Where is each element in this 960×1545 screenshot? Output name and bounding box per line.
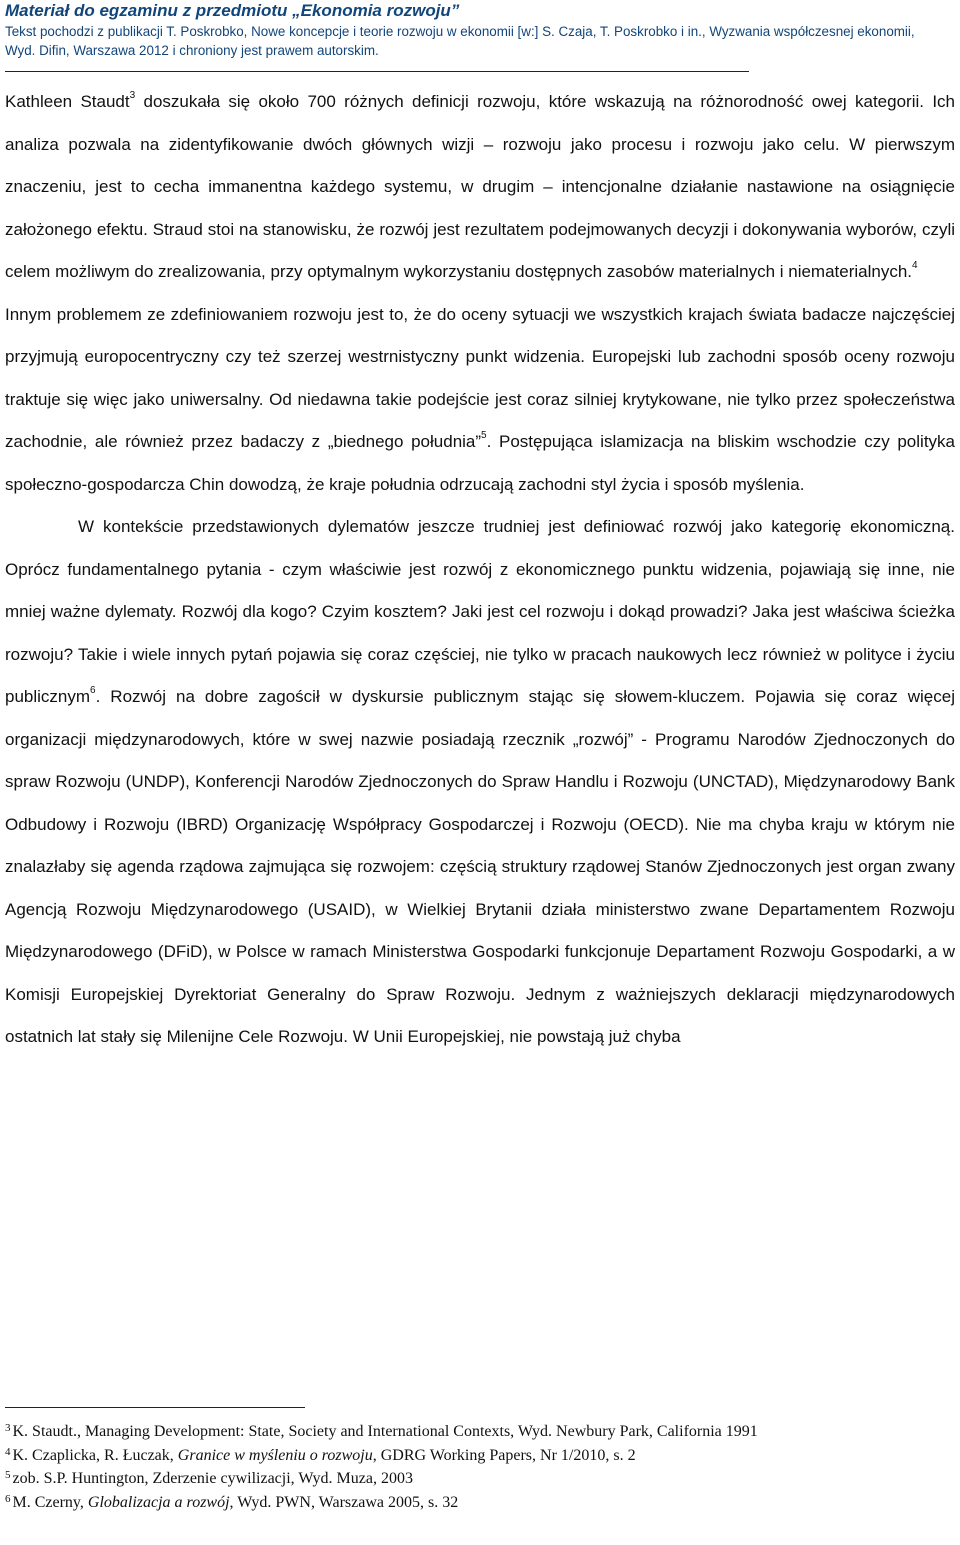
paragraph-1-text: doszukała się około 700 różnych definicji rozwoju, które wskazują na różnorodność owej kategorii. Ich analiza pozwala na zidentyfikowanie dwóch głównych wizji – rozwoju jako procesu i rozwoju jako celu. W pierwszym znaczeniu, jest to cecha immanentna każdego systemu, w drugim – intencjonalne działanie nastawione na osiągnięcie założonego efektu. Straud stoi na stanowisku, że rozwój jest rezultatem podejmowanych decyzji i dokonywania wyborów, czyli celem możliwym do zrealizowania, przy optymalnym wykorzystaniu dostępnych zasobów materialnych i niematerialnych. [5,92,955,281]
footnotes [5,1421,955,1515]
footnote-text-end: , GDRG Working Papers, Nr 1/2010, s. 2 [372,1446,636,1464]
footnote-3 [5,1421,955,1445]
footnote-text-end: , Wyd. PWN, Warszawa 2005, s. 32 [229,1493,459,1511]
footnote-ref-5[interactable]: 5 [481,430,487,442]
footnote-book-title: Globalizacja a rozwój [87,1493,230,1511]
footnote-separator [5,1407,305,1408]
footnote-text: K. Czaplicka, R. Łuczak, [12,1446,178,1464]
paragraph-2-text: Innym problemem ze zdefiniowaniem rozwoju jest to, że do oceny sytuacji we wszystkich krajach świata badacze najczęściej przyjmują europocentryczny czy też szerzej westrnistyczny punkt widzenia. Europejski lub zachodni sposób oceny rozwoju traktuje się więc jako uniwersalny. Od niedawna takie podejście jest coraz silniej krytykowane, nie tylko przez społeczeństwa zachodnie, ale również przez badaczy z „biednego południa” [5,304,955,451]
paragraph-1-start: Kathleen Staudt [5,92,130,111]
footnote-number: 6 [5,1492,11,1505]
footnote-ref-3[interactable]: 3 [129,90,136,102]
footnote-6 [5,1492,955,1516]
paragraph-1 [5,81,955,294]
footnote-number: 3 [5,1422,11,1434]
paragraph-2 [5,294,955,507]
paragraph-3-text-end: . Rozwój na dobre zagościł w dyskursie publicznym stając się słowem-kluczem. Pojawia się coraz więcej organizacji międzynarodowych, które w swej nazwie posiadają rzecznik „rozwój” - Programu Narodów Zjednoczonych do spraw Rozwoju (UNDP), Konferencji Narodów Zjednoczonych do Spraw Handlu i Rozwoju (UNCTAD), Międzynarodowy Bank Odbudowy i Rozwoju (IBRD) Organizację Współpracy Gospodarczej i Rozwoju (OECD). Nie ma chyba kraju w którym nie znalazłaby się agenda rządowa zajmująca się rozwojem: częścią struktury rządowej Stanów Zjednoczonych jest organ zwany Agencją Rozwoju Międzynarodowego (USAID), w Wielkiej Brytanii działa ministerstwo zwane Departamentem Rozwoju Międzynarodowego (DFiD), w Polsce w ramach Ministerstwa Gospodarki funkcjonuje Departament Rozwoju Gospodarki, a w Komisji Europejskiej Dyrektoriat Generalny do Spraw Rozwoju. Jednym z ważniejszych deklaracji międzynarodowych ostatnich lat stały się Milenijne Cele Rozwoju. W Unii Europejskiej, nie powstają już chyba [5,687,955,1046]
header-source-line-2: Wyd. Difin, Warszawa 2012 i chroniony jest prawem autorskim. [5,43,379,58]
header-source-line-1: Tekst pochodzi z publikacji T. Poskrobko, Nowe koncepcje i teorie rozwoju w ekonomii [w:] S. Czaja, T. Poskrobko i in., Wyzwania współczesnej ekonomii, [5,24,915,39]
footnote-number: 4 [5,1445,11,1458]
footnote-text: M. Czerny, [12,1493,88,1511]
main-text [5,81,955,1059]
footnote-ref-4[interactable]: 4 [912,260,918,272]
paragraph-2-text-end: . Postępująca islamizacja na bliskim wschodzie czy polityka społeczno-gospodarcza Chin dowodzą, że kraje południa odrzucają zachodni styl życia i sposób myślenia. [5,432,955,494]
header-title: Materiał do egzaminu z przedmiotu „Ekonomia rozwoju” [5,1,460,20]
paragraph-3-text: W kontekście przedstawionych dylematów jeszcze trudniej jest definiować rozwój jako kategorię ekonomiczną. Oprócz fundamentalnego pytania - czym właściwie jest rozwój z ekonomicznego punktu widzenia, pojawiają się inne, nie mniej ważne dylematy. Rozwój dla kogo? Czyim kosztem? Jaki jest cel rozwoju i dokąd prowadzi? Jaka jest właściwa ścieżka rozwoju? Takie i wiele innych pytań pojawia się coraz częściej, nie tylko w pracach naukowych lecz również w polityce i życiu publicznym [5,517,955,706]
footnote-text: K. Staudt., Managing Development: State, Society and International Contexts, Wyd. Newbury Park, California 1991 [12,1423,758,1440]
footnote-4 [5,1445,955,1469]
footnote-ref-6[interactable]: 6 [90,685,96,697]
paragraph-3 [5,506,955,1059]
footnote-number: 5 [5,1469,11,1481]
footnote-5 [5,1468,955,1492]
page-header [5,0,955,60]
header-rule [5,71,749,72]
footnote-text: zob. S.P. Huntington, Zderzenie cywilizacji, Wyd. Muza, 2003 [12,1470,413,1487]
footnote-book-title: Granice w myśleniu o rozwoju [177,1446,373,1464]
